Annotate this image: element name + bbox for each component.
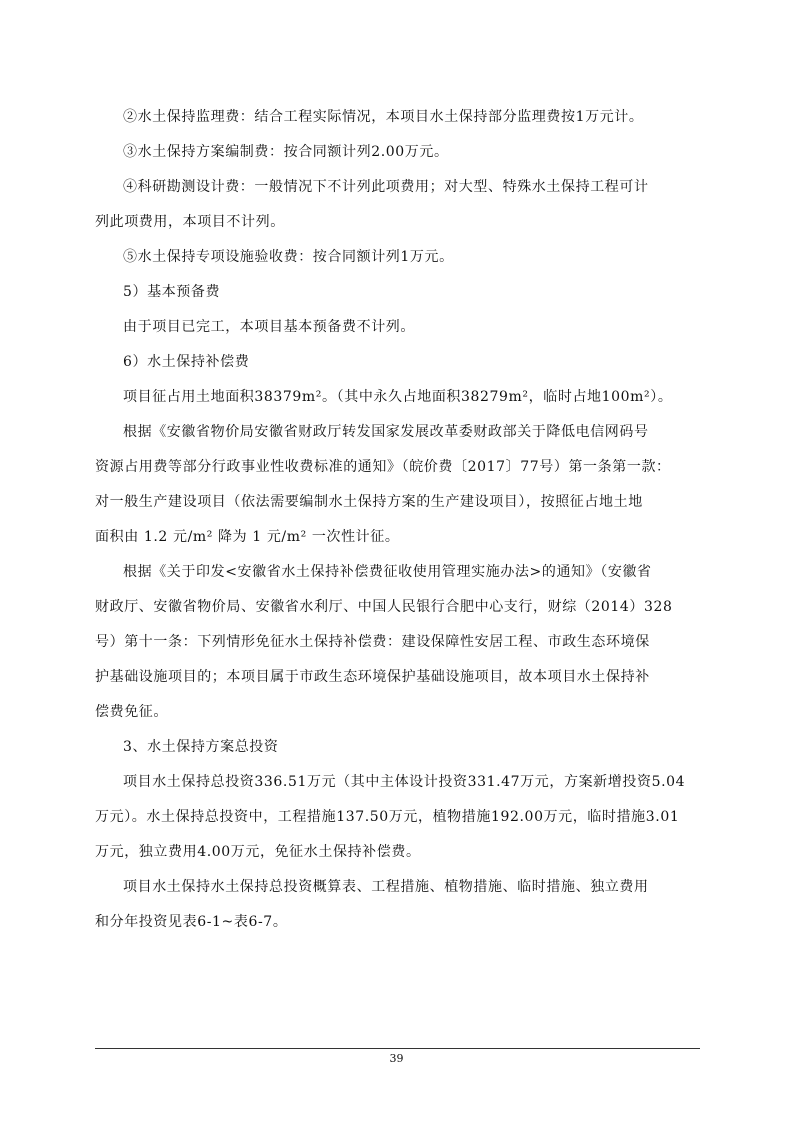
- paragraph-notice-basis-1-cont-3: 面积由 1.2 元/m² 降为 1 元/m² 一次性计征。: [95, 529, 400, 545]
- document-body: [95, 100, 705, 940]
- paragraph-notice-basis-1: 根据《安徽省物价局安徽省财政厅转发国家发展改革委财政部关于降低电信网码号: [123, 424, 649, 440]
- paragraph-land-area: 项目征占用土地面积38379m²。（其中永久占地面积38279m²，临时占地100m²）。: [123, 389, 673, 405]
- paragraph-notice-basis-1-cont-1: 资源占用费等部分行政事业性收费标准的通知》（皖价费〔2017〕77号）第一条第一款：: [95, 459, 671, 475]
- paragraph-notice-basis-1-cont-2: 对一般生产建设项目（依法需要编制水土保持方案的生产建设项目），按照征占地土地: [95, 494, 643, 510]
- heading-basic-reserve: 5）基本预备费: [123, 284, 221, 300]
- paragraph-total-investment-cont-2: 万元，独立费用4.00万元，免征水土保持补偿费。: [95, 844, 421, 860]
- paragraph-acceptance-fee: ⑤水土保持专项设施验收费：按合同额计列1万元。: [123, 249, 454, 265]
- paragraph-notice-basis-2-cont-4: 偿费免征。: [95, 704, 168, 720]
- paragraph-total-investment: 项目水土保持总投资336.51万元（其中主体设计投资331.47万元，方案新增投资5.04: [123, 774, 686, 790]
- page-number: 39: [389, 1052, 404, 1065]
- paragraph-survey-design-fee-cont: 列此项费用，本项目不计列。: [95, 214, 285, 230]
- paragraph-notice-basis-2-cont-3: 护基础设施项目的；本项目属于市政生态环境保护基础设施项目，故本项目水土保持补: [95, 669, 650, 685]
- paragraph-basic-reserve: 由于项目已完工，本项目基本预备费不计列。: [123, 319, 415, 335]
- paragraph-total-investment-cont-1: 万元）。水土保持总投资中，工程措施137.50万元，植物措施192.00万元，临时措施3.01: [95, 809, 680, 825]
- footer-divider: [95, 1048, 700, 1049]
- paragraph-plan-compilation-fee: ③水土保持方案编制费：按合同额计列2.00万元。: [123, 144, 449, 160]
- paragraph-survey-design-fee: ④科研勘测设计费：一般情况下不计列此项费用；对大型、特殊水土保持工程可计: [123, 179, 649, 195]
- paragraph-tables-reference-cont: 和分年投资见表6-1~表6-7。: [95, 914, 288, 930]
- paragraph-supervision-fee: ②水土保持监理费：结合工程实际情况，本项目水土保持部分监理费按1万元计。: [123, 109, 644, 125]
- paragraph-notice-basis-2-cont-1: 财政厅、安徽省物价局、安徽省水利厅、中国人民银行合肥中心支行，财综（2014）328: [95, 599, 673, 615]
- paragraph-notice-basis-2-cont-2: 号）第十一条：下列情形免征水土保持补偿费：建设保障性安居工程、市政生态环境保: [95, 634, 650, 650]
- heading-total-investment: 3、水土保持方案总投资: [123, 739, 279, 755]
- paragraph-tables-reference: 项目水土保持水土保持总投资概算表、工程措施、植物措施、临时措施、独立费用: [123, 879, 649, 895]
- paragraph-notice-basis-2: 根据《关于印发<安徽省水土保持补偿费征收使用管理实施办法>的通知》（安徽省: [123, 564, 652, 580]
- heading-compensation-fee: 6）水土保持补偿费: [123, 354, 250, 370]
